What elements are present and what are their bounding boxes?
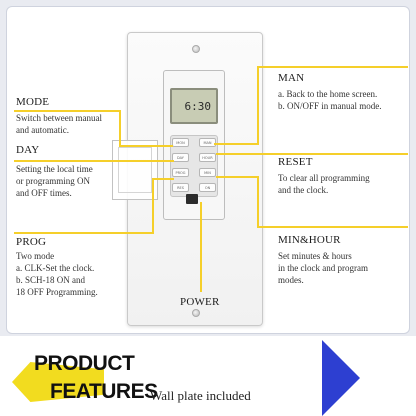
- prog-connector: [14, 232, 154, 234]
- man-connector: [258, 66, 408, 68]
- product-heading: PRODUCT: [34, 352, 135, 375]
- man-key[interactable]: MAN: [199, 138, 216, 147]
- mon-key[interactable]: MON: [172, 138, 189, 147]
- mode-desc-line: Switch between manual: [16, 113, 102, 123]
- prog-key[interactable]: PROG: [172, 168, 189, 177]
- mode-desc: [16, 112, 102, 136]
- man-connector-end: [214, 143, 259, 145]
- minhour-title: MIN&HOUR: [278, 234, 341, 246]
- reset-desc-line: and the clock.: [278, 185, 329, 195]
- res-key[interactable]: RES: [172, 183, 189, 192]
- power-connector: [200, 202, 202, 292]
- day-title: DAY: [16, 144, 40, 156]
- on-key[interactable]: ON: [199, 183, 216, 192]
- minhour-desc-line: modes.: [278, 275, 304, 285]
- minhour-desc-line: in the clock and program: [278, 263, 368, 273]
- power-title: POWER: [180, 296, 220, 308]
- man-connector-drop: [257, 66, 259, 144]
- reset-desc-line: To clear all programming: [278, 173, 370, 183]
- prog-desc-line: 18 OFF Programming.: [16, 287, 98, 297]
- power-slide-switch[interactable]: [186, 194, 198, 204]
- features-heading: FEATURES: [50, 380, 158, 403]
- day-key[interactable]: DAY: [172, 153, 189, 162]
- minhour-connector-end: [216, 176, 259, 178]
- man-title: MAN: [278, 72, 305, 84]
- day-connector: [14, 160, 174, 162]
- hour-key[interactable]: HOUR: [199, 153, 216, 162]
- reset-title: RESET: [278, 156, 313, 168]
- man-desc-line: a. Back to the home screen.: [278, 89, 378, 99]
- day-desc-line: and OFF times.: [16, 188, 72, 198]
- minhour-connector-rise: [257, 176, 259, 228]
- prog-title: PROG: [16, 236, 47, 248]
- prog-connector-rise: [152, 178, 154, 234]
- wall-plate-caption: Wall plate included: [150, 388, 251, 403]
- reset-desc: [278, 172, 370, 196]
- top-screw-icon: [192, 45, 200, 53]
- min-key[interactable]: MIN: [199, 168, 216, 177]
- lcd-display: [170, 88, 218, 124]
- prog-desc: [16, 250, 98, 298]
- reset-connector: [216, 153, 408, 155]
- cover-door-inner: [118, 147, 152, 193]
- man-desc-line: b. ON/OFF in manual mode.: [278, 101, 382, 111]
- prog-desc-line: Two mode: [16, 251, 55, 261]
- mode-connector-end: [119, 145, 173, 147]
- day-desc-line: Setting the local time: [16, 164, 93, 174]
- minhour-desc-line: Set minutes & hours: [278, 251, 352, 261]
- minhour-desc: [278, 250, 368, 286]
- prog-desc-line: b. SCH-18 ON and: [16, 275, 85, 285]
- mode-title: MODE: [16, 96, 50, 108]
- lcd-time: 6:30: [184, 99, 211, 113]
- prog-desc-line: a. CLK-Set the clock.: [16, 263, 95, 273]
- minhour-connector: [258, 226, 408, 228]
- mode-desc-line: and automatic.: [16, 125, 69, 135]
- day-desc-line: or programming ON: [16, 176, 90, 186]
- day-desc: [16, 163, 93, 199]
- bottom-screw-icon: [192, 309, 200, 317]
- prog-connector-end: [152, 178, 174, 180]
- man-desc: [278, 88, 382, 112]
- mode-connector-drop: [119, 110, 121, 146]
